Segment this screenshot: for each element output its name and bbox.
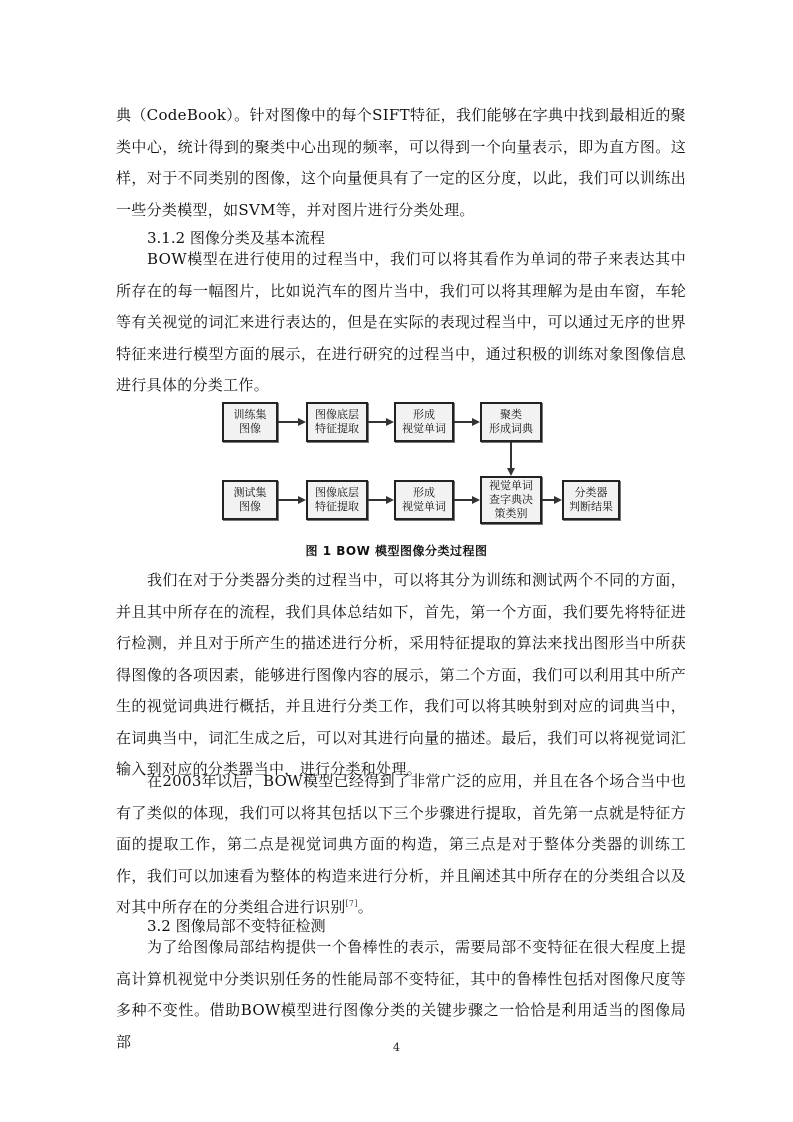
arrow-head-7	[554, 496, 562, 504]
paragraph-bow-applications	[116, 766, 686, 924]
paragraph-bow-applications-text: 在2003年以后，BOW模型已经得到了非常广泛的应用，并且在各个场合当中也有了类似的体现，我们可以将其包括以下三个步骤进行提取，首先第一点就是特征方面的提取工作，第二点是视觉词典方面的构造，第三点是对于整体分类器的训练工作，我们可以加速看为整体的构造来进行分析，并且阐述其中所存在的分类组合以及对其中所存在的分类组合进行识别	[116, 772, 686, 916]
box-dictionary-lookup: 视觉单词 查字典决 策类别	[480, 476, 542, 524]
box-visual-words-train: 形成 视觉单词	[394, 402, 454, 442]
bow-flow-diagram	[220, 398, 613, 530]
paragraph-local-features: 为了给图像局部结构提供一个鲁棒性的表示，需要局部不变特征在很大程度上提高计算机视觉中分类识别任务的性能局部不变特征，其中的鲁棒性包括对图像尺度等多种不变性。借助BOW模型进行图像分类的关键步骤之一恰恰是利用适当的图像局部	[116, 938, 686, 1051]
arrow-head-4	[298, 496, 306, 504]
paragraph-end-mark: 。	[357, 898, 374, 916]
arrow-down	[510, 442, 512, 468]
arrow-head-6	[472, 496, 480, 504]
paragraph-classifier-process: 我们在对于分类器分类的过程当中，可以将其分为训练和测试两个不同的方面，并且其中所存在的流程，我们具体总结如下，首先，第一个方面，我们要先将特征进行检测，并且对于所产生的描述进行分析，采用特征提取的算法来找出图形当中所获得图像的各项因素，能够进行图像内容的展示，第二个方面，我们可以利用其中所产生的视觉词典进行概括，并且进行分类工作，我们可以将其映射到对应的词典当中，在词典当中，词汇生成之后，可以对其进行向量的描述。最后，我们可以将视觉词汇输入到对应的分类器当中，进行分类和处理。	[116, 571, 686, 778]
section-heading-3-1-2: 3.1.2 图像分类及基本流程	[147, 229, 325, 247]
arrow-4	[278, 499, 298, 501]
box-test-images: 测试集 图像	[222, 480, 278, 520]
arrow-2	[368, 421, 386, 423]
arrow-head-5	[386, 496, 394, 504]
figure-caption: 图 1 BOW 模型图像分类过程图	[305, 544, 488, 558]
arrow-1	[278, 421, 298, 423]
arrow-head-2	[386, 418, 394, 426]
box-feature-extraction-train: 图像底层 特征提取	[306, 402, 368, 442]
arrow-head-1	[298, 418, 306, 426]
arrow-5	[368, 499, 386, 501]
page-number: 4	[393, 1041, 400, 1054]
box-classifier-result: 分类器 判断结果	[562, 480, 620, 520]
box-feature-extraction-test: 图像底层 特征提取	[306, 480, 368, 520]
arrow-6	[454, 499, 472, 501]
citation-7[interactable]: [7]	[345, 899, 358, 908]
arrow-head-down	[507, 468, 515, 476]
box-training-images: 训练集 图像	[222, 402, 278, 442]
section-heading-3-2: 3.2 图像局部不变特征检测	[147, 917, 326, 935]
arrow-3	[454, 421, 472, 423]
arrow-head-3	[472, 418, 480, 426]
box-visual-words-test: 形成 视觉单词	[394, 480, 454, 520]
box-cluster-dictionary: 聚类 形成词典	[480, 402, 542, 442]
arrow-7	[542, 499, 554, 501]
paragraph-bow-model: BOW模型在进行使用的过程当中，我们可以将其看作为单词的带子来表达其中所存在的每一幅图片，比如说汽车的图片当中，我们可以将其理解为是由车窗，车轮等有关视觉的词汇来进行表达的，但是在实际的表现过程当中，可以通过无序的世界特征来进行模型方面的展示，在进行研究的过程当中，通过积极的训练对象图像信息进行具体的分类工作。	[116, 250, 686, 394]
paragraph-codebook: 典（CodeBook）。针对图像中的每个SIFT特征，我们能够在字典中找到最相近的聚类中心，统计得到的聚类中心出现的频率，可以得到一个向量表示，即为直方图。这样，对于不同类别的图像，这个向量便具有了一定的区分度，以此，我们可以训练出一些分类模型，如SVM等，并对图片进行分类处理。	[116, 106, 686, 219]
